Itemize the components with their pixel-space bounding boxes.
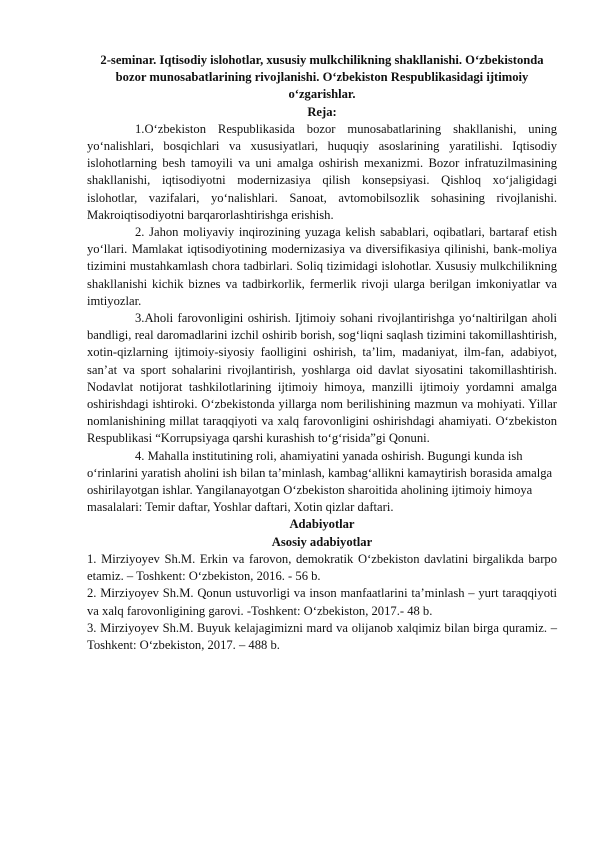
- plan-heading: Reja:: [307, 104, 337, 119]
- plan-item-4: 4. Mahalla institutining roli, ahamiyatini yanada oshirish. Bugungi kunda ish o‘rinlarini yaratish aholini ish bilan ta’minlash, kambag‘allikni kamaytirish borasida amalga oshirilayotgan ishlar. Yangilanayotgan O‘zbekiston sharoitida aholining ijtimoiy himoya masalalari: Temir daftar, Yoshlar daftari, Xotin qizlar daftari.: [87, 448, 553, 515]
- document-title: 2-seminar. Iqtisodiy islohotlar, xususiy mulkchilikning shakllanishi. O‘zbekistonda bozor munosabatlarining rivojlanishi. O‘zbekiston Respublikasidagi ijtimoiy o‘zgarishlar.: [100, 53, 544, 102]
- reference-item-2: 2. Mirziyoyev Sh.M. Qonun ustuvorligi va inson manfaatlarini ta’minlash – yurt taraqqiyoti va xalq farovonligining garovi. -Toshkent: O‘zbekiston, 2017.- 48 b.: [87, 586, 557, 618]
- literature-heading: Adabiyotlar: [289, 517, 355, 532]
- plan-item-2: 2. Jahon moliyaviy inqirozining yuzaga kelish sabablari, oqibatlari, bartaraf etish yo‘llari. Mamlakat iqtisodiyotining modernizasiya va diversifikasiya qilinishi, bank-moliya tizimini mustahkamlash chora tadbirlari. Soliq tizimidagi islohotlar. Xususiy mulkchilikning shakllanishi kichik biznes va tadbirkorlik, fermerlik rivoji ularga berilgan imkoniyatlar va imtiyozlar.: [87, 225, 557, 308]
- reference-item-1: 1. Mirziyoyev Sh.M. Erkin va farovon, demokratik O‘zbekiston davlatini birgalikda barpo etamiz. – Toshkent: O‘zbekiston, 2016. - 56 b.: [87, 551, 557, 584]
- plan-item-1: 1.O‘zbekiston Respublikasida bozor munosabatlarining shakllanishi, uning yo‘nalishlari, bosqichlari va xususiyatlari, huquqiy asoslarining yaratilishi. Iqtisodiy islohotlarning besh tamoyili va uni amalga oshirish mexanizmi. Bozor infratuzilmasining shakllanishi, iqtisodiyotni modernizasiya qilish konsepsiyasi. Qishloq xo‘jaligidagi islohotlar, vazifalari, yo‘nalishlari. Sanoat, avtomobilsozlik sohasining rivojlanishi. Makroiqtisodiyotni barqarorlashtirishga erishish.: [87, 121, 557, 222]
- reference-item-3: 3. Mirziyoyev Sh.M. Buyuk kelajagimizni mard va olijanob xalqimiz bilan birga quramiz. – Toshkent: O‘zbekiston, 2017. – 488 b.: [87, 620, 557, 652]
- plan-item-3: 3.Aholi farovonligini oshirish. Ijtimoiy sohani rivojlantirishga yo‘naltirilgan aholi bandligi, real daromadlarini izchil oshirib borish, sog‘liqni saqlash tizimini takomillashtirish, xotin-qizlarning ijtimoiy-siyosiy faolligini oshirish, ta’lim, madaniyat, ilm-fan, adabiyot, san’at va sport sohalarini rivojlantirish, yoshlarga oid davlat siyosatini takomillashtirish. Nodavlat notijorat tashkilotlarining ijtimoiy himoya, manzilli ijtimoiy yordamni amalga oshirishdagi ishtiroki. O‘zbekistonda yillarga nom berilishining mazmun va mohiyati. Yillar nomlanishining millat taraqqiyoti va xalq farovonligini oshirishdagi ahamiyati. O‘zbekiston Respublikasi “Korrupsiyaga qarshi kurashish to‘g‘risida”gi Qonuni.: [87, 311, 557, 446]
- main-literature-heading: Asosiy adabiyotlar: [271, 534, 373, 549]
- document-page: [87, 52, 557, 654]
